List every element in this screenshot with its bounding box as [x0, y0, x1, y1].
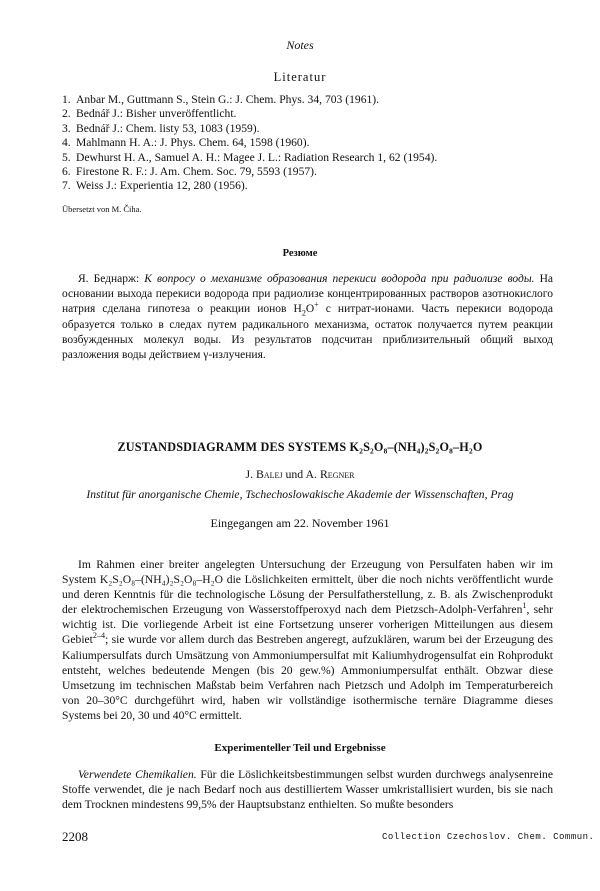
resume-paragraph: [62, 272, 553, 363]
article-authors: J. Balej und A. Regner: [245, 467, 355, 481]
citation: 2–4: [92, 631, 106, 641]
references-heading: Literatur: [273, 70, 327, 84]
resume-heading: Резюме: [282, 248, 318, 259]
intro-paragraph: Im Rahmen einer breiter angelegten Untersuchung der Erzeugung von Persulfaten haben wir im System K₂S₂O₈–(NH₄)₂S₂O₈–H₂O die Löslichkeiten ermittelt, über die noch nichts veröffentlicht wurde und deren Kenntnis für die technologische Lösung der Persulfatherstellung, z. B. als Zwischenprodukt der elektrochemischen Erzeugung von Wasserstoffperoxyd nach dem Pietzsch-Adolph-Verfahren$^1$, sehr wichtig ist. Die vorliegende Arbeit ist eine Fortsetzung unserer vorherigen Mitteilungen aus diesem Gebiet$^{2-4}$; sie wurde vor allem durch das Bestreben angeregt, aufzuklären, warum bei der Erzeugung des Kaliumpersulfats durch Umsätzung von Ammoniumpersulfat mit Kaliumhydrogensulfat ein Rohprodukt entsteht, welches bedeutende Mengen (bis 20 gew.%) Ammoniumpersulfat enthält. Obzwar diese Umsetzung im technischen Maßstab beim Verfahren nach Pietzsch und Adolph im Temperaturbereich von 20–30°C durchgeführt wird, haben wir vollständige isothermische ternäre Diagramme dieses Systems bei 20, 30 und 40°C ermittelt.: [62, 558, 553, 722]
article-title: ZUSTANDSDIAGRAMM DES SYSTEMS K₂S₂O₈–(NH₄)₂S₂O₈–H₂O: [117, 440, 483, 454]
received-date: Eingegangen am 22. November 1961: [210, 516, 390, 530]
reference-item: 2. Bednář J.: Bisher unveröffentlicht.: [62, 107, 237, 121]
resume-o: O: [305, 303, 315, 316]
journal-name: Collection Czechoslov. Chem. Commun.: [382, 832, 595, 842]
section-heading: Experimenteller Teil und Ergebnisse: [214, 742, 386, 754]
resume-topic: К вопросу о механизме образования перекиси водорода при радиолизе воды.: [144, 273, 535, 285]
reference-item: 1. Anbar M., Guttmann S., Stein G.: J. Chem. Phys. 34, 703 (1961).: [62, 93, 380, 106]
methods-paragraph: Verwendete Chemikalien. Für die Löslichkeitsbestimmungen selbst wurden durchwegs analysenreine Stoffe verwendet, die je nach Bedarf noch aus destilliertem Wasser umkristallisiert wurden, bis sie nach dem Trocknen mindestens 99,5% der Hauptsubstanz enthielten. So mußte besonders: [62, 768, 553, 812]
running-header: Notes: [286, 38, 314, 52]
article-affiliation: Institut für anorganische Chemie, Tschechoslowakische Akademie der Wissenschaften, Prag: [86, 488, 514, 501]
reference-item: 5. Dewhurst H. A., Samuel A. H.: Magee J. L.: Radiation Research 1, 62 (1954).: [62, 150, 438, 164]
citation: 1: [522, 601, 527, 611]
reference-list: [62, 93, 552, 194]
reference-item: 4. Mahlmann H. A.: J. Phys. Chem. 64, 1598 (1960).: [62, 136, 310, 150]
translator-note: Übersetzt von M. Čiha.: [62, 204, 142, 214]
author-name: Regner: [319, 467, 355, 481]
author-name: Balej: [256, 467, 283, 481]
superscript: +: [314, 300, 319, 310]
reference-item: 7. Weiss J.: Experientia 12, 280 (1956).: [62, 179, 248, 193]
resume-text-2: с нитрат-ионами. Часть перекиси водорода образуется только в следах путем радикального механизма, остаток получается путем реакции возбужденных молекул воды. Из результатов подсчитан приблизительный общий выход разложения воды действием γ-излучения.: [62, 303, 554, 362]
reference-item: 6. Firestone R. F.: J. Am. Chem. Soc. 79, 5593 (1957).: [62, 165, 317, 179]
reference-item: 3. Bednář J.: Chem. listy 53, 1083 (1959).: [62, 121, 260, 135]
subscript: 2: [301, 308, 306, 318]
resume-text: На основании выхода перекиси водорода при радиолизе концентрированных растворов азотнокислого натрия сделана гипотеза о реакции ионов H: [62, 273, 553, 316]
resume-author: Я. Беднарж:: [78, 273, 140, 285]
page-number: 2208: [62, 829, 88, 844]
paragraph-lead: Verwendete Chemikalien.: [78, 768, 197, 781]
